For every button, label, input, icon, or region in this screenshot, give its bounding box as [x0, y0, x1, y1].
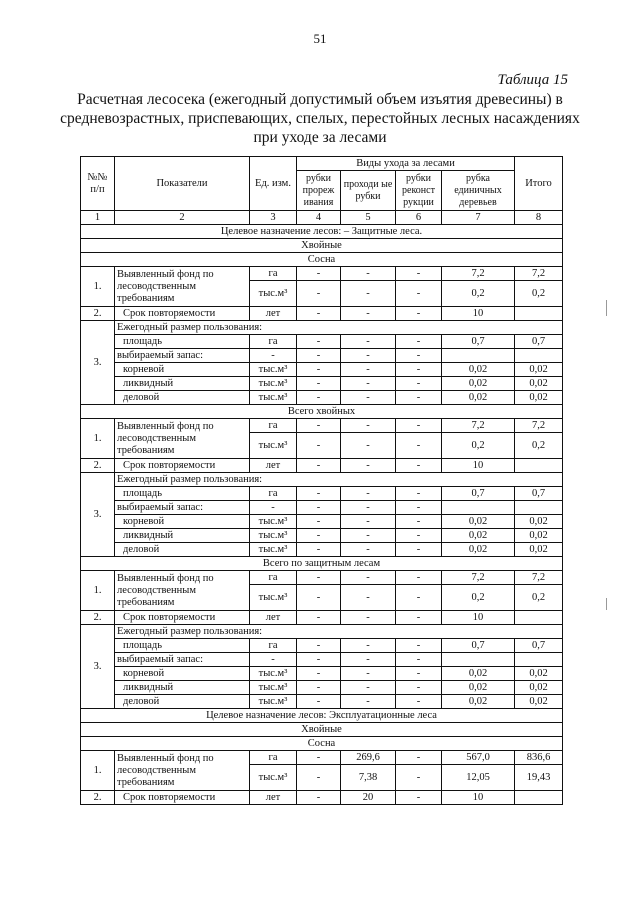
value-cell: - [341, 419, 396, 433]
unit-cell: лет [250, 307, 297, 321]
total-cell [515, 501, 563, 515]
value-cell: - [341, 307, 396, 321]
value-cell: 0,02 [442, 391, 515, 405]
value-cell: 0,02 [442, 363, 515, 377]
value-cell: - [341, 377, 396, 391]
row-number: 2. [81, 307, 115, 321]
unit-cell: - [250, 349, 297, 363]
header-thinning: рубки прореж ивания [297, 171, 341, 211]
section-heading: Целевое назначение лесов: – Защитные леса. [81, 225, 563, 239]
value-cell: - [297, 349, 341, 363]
unit-cell: тыс.м³ [250, 667, 297, 681]
row-number: 2. [81, 791, 115, 805]
header-passage-cutting: проходи ые рубки [341, 171, 396, 211]
value-cell: 10 [442, 791, 515, 805]
value-cell: - [396, 487, 442, 501]
col-number: 6 [396, 211, 442, 225]
value-cell: 10 [442, 307, 515, 321]
value-cell: 20 [341, 791, 396, 805]
value-cell: - [341, 267, 396, 281]
indicator-label: выбираемый запас: [115, 349, 250, 363]
total-cell: 0,02 [515, 377, 563, 391]
value-cell: - [297, 487, 341, 501]
indicator-label: Срок повторяемости [115, 459, 250, 473]
unit-cell: тыс.м³ [250, 363, 297, 377]
value-cell: - [396, 695, 442, 709]
indicator-label: Ежегодный размер пользования: [115, 625, 563, 639]
value-cell: - [341, 695, 396, 709]
value-cell: 7,2 [442, 419, 515, 433]
value-cell: - [297, 501, 341, 515]
total-cell: 0,2 [515, 281, 563, 307]
value-cell: - [396, 377, 442, 391]
table-title: Расчетная лесосека (ежегодный допустимый объем изъятия древесины) в средневозрастных, приспевающих, спелых, перестойных лесных насаждениях при уходе за лесами [60, 91, 580, 146]
header-indicators: Показатели [115, 157, 250, 211]
species-group-heading: Хвойные [81, 239, 563, 253]
unit-cell: тыс.м³ [250, 585, 297, 611]
subtotal-heading: Всего по защитным лесам [81, 557, 563, 571]
unit-cell: га [250, 751, 297, 765]
forest-cut-table [80, 156, 563, 805]
row-number: 2. [81, 611, 115, 625]
value-cell: - [297, 459, 341, 473]
value-cell: - [341, 653, 396, 667]
indicator-label: Выявленный фонд по лесоводственным требованиям [115, 419, 250, 459]
value-cell: 0,02 [442, 543, 515, 557]
value-cell: - [341, 501, 396, 515]
total-cell: 7,2 [515, 571, 563, 585]
value-cell: 269,6 [341, 751, 396, 765]
value-cell: 0,02 [442, 377, 515, 391]
value-cell: - [341, 433, 396, 459]
total-cell: 0,02 [515, 391, 563, 405]
total-cell [515, 611, 563, 625]
unit-cell: лет [250, 611, 297, 625]
row-number: 3. [81, 473, 115, 557]
indicator-label: Срок повторяемости [115, 791, 250, 805]
value-cell: - [341, 529, 396, 543]
value-cell: - [341, 335, 396, 349]
indicator-label: Выявленный фонд по лесоводственным требованиям [115, 267, 250, 307]
value-cell: - [341, 349, 396, 363]
value-cell: 7,2 [442, 267, 515, 281]
value-cell: - [341, 487, 396, 501]
value-cell: - [297, 653, 341, 667]
scan-mark [606, 598, 607, 610]
column-numbers-row [81, 211, 563, 225]
indicator-label: ликвидный [115, 529, 250, 543]
indicator-label: деловой [115, 543, 250, 557]
total-cell: 0,02 [515, 681, 563, 695]
col-number: 8 [515, 211, 563, 225]
total-cell: 0,02 [515, 515, 563, 529]
indicator-label: корневой [115, 667, 250, 681]
header-single-tree: рубка единичных деревьев [442, 171, 515, 211]
unit-cell: тыс.м³ [250, 391, 297, 405]
value-cell: - [341, 363, 396, 377]
unit-cell: лет [250, 459, 297, 473]
indicator-label: деловой [115, 695, 250, 709]
value-cell: 0,7 [442, 487, 515, 501]
value-cell: - [396, 349, 442, 363]
value-cell: 7,38 [341, 765, 396, 791]
unit-cell: тыс.м³ [250, 695, 297, 709]
scan-mark [606, 300, 607, 316]
value-cell: - [297, 791, 341, 805]
table-label: Таблица 15 [497, 72, 568, 88]
indicator-label: площадь [115, 639, 250, 653]
row-number: 1. [81, 267, 115, 307]
value-cell: 7,2 [442, 571, 515, 585]
value-cell: - [396, 501, 442, 515]
total-cell: 0,02 [515, 543, 563, 557]
unit-cell: тыс.м³ [250, 765, 297, 791]
value-cell: - [297, 433, 341, 459]
value-cell: 0,02 [442, 667, 515, 681]
value-cell: - [341, 681, 396, 695]
value-cell: - [396, 459, 442, 473]
unit-cell: тыс.м³ [250, 529, 297, 543]
col-number: 3 [250, 211, 297, 225]
value-cell: - [297, 515, 341, 529]
header-total: Итого [515, 157, 563, 211]
unit-cell: лет [250, 791, 297, 805]
row-number: 3. [81, 625, 115, 709]
value-cell: 567,0 [442, 751, 515, 765]
species-group-heading: Хвойные [81, 723, 563, 737]
total-cell: 0,02 [515, 363, 563, 377]
value-cell: - [396, 267, 442, 281]
unit-cell: га [250, 335, 297, 349]
row-number: 2. [81, 459, 115, 473]
value-cell: - [297, 681, 341, 695]
total-cell: 0,7 [515, 335, 563, 349]
value-cell: - [396, 281, 442, 307]
value-cell: 0,2 [442, 281, 515, 307]
value-cell: - [297, 695, 341, 709]
value-cell: - [396, 765, 442, 791]
value-cell: - [396, 639, 442, 653]
unit-cell: тыс.м³ [250, 543, 297, 557]
col-number: 2 [115, 211, 250, 225]
indicator-label: ликвидный [115, 377, 250, 391]
total-cell [515, 653, 563, 667]
value-cell: - [297, 751, 341, 765]
indicator-label: выбираемый запас: [115, 501, 250, 515]
value-cell: 0,2 [442, 433, 515, 459]
value-cell: 0,02 [442, 681, 515, 695]
indicator-label: деловой [115, 391, 250, 405]
value-cell: - [341, 611, 396, 625]
value-cell: - [396, 653, 442, 667]
indicator-label: корневой [115, 515, 250, 529]
value-cell: - [297, 611, 341, 625]
value-cell: - [396, 571, 442, 585]
value-cell: - [297, 391, 341, 405]
unit-cell: га [250, 639, 297, 653]
header-num: №№ п/п [81, 157, 115, 211]
value-cell: - [297, 267, 341, 281]
unit-cell: га [250, 571, 297, 585]
value-cell: 10 [442, 459, 515, 473]
value-cell [442, 349, 515, 363]
indicator-label: Выявленный фонд по лесоводственным требованиям [115, 751, 250, 791]
value-cell: - [396, 529, 442, 543]
value-cell [442, 501, 515, 515]
value-cell [442, 653, 515, 667]
header-unit: Ед. изм. [250, 157, 297, 211]
indicator-label: Выявленный фонд по лесоводственным требованиям [115, 571, 250, 611]
indicator-label: Срок повторяемости [115, 611, 250, 625]
total-cell: 7,2 [515, 267, 563, 281]
unit-cell: тыс.м³ [250, 377, 297, 391]
col-number: 5 [341, 211, 396, 225]
value-cell: - [396, 419, 442, 433]
total-cell: 0,7 [515, 487, 563, 501]
value-cell: - [297, 571, 341, 585]
value-cell: - [396, 681, 442, 695]
page-number: 51 [313, 31, 327, 46]
value-cell: - [297, 281, 341, 307]
species-heading: Сосна [81, 253, 563, 267]
value-cell: - [396, 363, 442, 377]
total-cell: 0,02 [515, 667, 563, 681]
col-number: 4 [297, 211, 341, 225]
value-cell: - [297, 419, 341, 433]
value-cell: 0,7 [442, 639, 515, 653]
total-cell: 0,2 [515, 585, 563, 611]
value-cell: - [341, 639, 396, 653]
col-number: 1 [81, 211, 115, 225]
indicator-label: ликвидный [115, 681, 250, 695]
indicator-label: корневой [115, 363, 250, 377]
row-number: 3. [81, 321, 115, 405]
indicator-label: Ежегодный размер пользования: [115, 321, 563, 335]
value-cell: - [396, 791, 442, 805]
value-cell: - [297, 765, 341, 791]
indicator-label: площадь [115, 487, 250, 501]
value-cell: - [297, 543, 341, 557]
total-cell [515, 307, 563, 321]
value-cell: - [341, 667, 396, 681]
value-cell: - [396, 611, 442, 625]
section-heading: Целевое назначение лесов: Эксплуатационные леса [81, 709, 563, 723]
total-cell [515, 791, 563, 805]
value-cell: 0,02 [442, 529, 515, 543]
value-cell: 12,05 [442, 765, 515, 791]
value-cell: 0,02 [442, 695, 515, 709]
value-cell: - [297, 639, 341, 653]
value-cell: - [297, 363, 341, 377]
value-cell: - [297, 529, 341, 543]
species-heading: Сосна [81, 737, 563, 751]
unit-cell: - [250, 501, 297, 515]
value-cell: - [341, 585, 396, 611]
indicator-label: выбираемый запас: [115, 653, 250, 667]
value-cell: - [341, 281, 396, 307]
header-care-types: Виды ухода за лесами [297, 157, 515, 171]
value-cell: - [341, 515, 396, 529]
value-cell: - [396, 515, 442, 529]
unit-cell: тыс.м³ [250, 681, 297, 695]
total-cell: 0,7 [515, 639, 563, 653]
total-cell [515, 459, 563, 473]
value-cell: - [341, 459, 396, 473]
total-cell: 19,43 [515, 765, 563, 791]
value-cell: - [396, 335, 442, 349]
total-cell: 0,02 [515, 529, 563, 543]
unit-cell: тыс.м³ [250, 281, 297, 307]
unit-cell: га [250, 419, 297, 433]
total-cell: 0,02 [515, 695, 563, 709]
subtotal-heading: Всего хвойных [81, 405, 563, 419]
row-number: 1. [81, 419, 115, 459]
value-cell: - [341, 571, 396, 585]
unit-cell: га [250, 267, 297, 281]
value-cell: - [297, 377, 341, 391]
value-cell: 0,2 [442, 585, 515, 611]
value-cell: - [396, 307, 442, 321]
value-cell: - [297, 307, 341, 321]
value-cell: - [341, 391, 396, 405]
unit-cell: - [250, 653, 297, 667]
unit-cell: тыс.м³ [250, 515, 297, 529]
unit-cell: тыс.м³ [250, 433, 297, 459]
value-cell: 0,7 [442, 335, 515, 349]
row-number: 1. [81, 751, 115, 791]
value-cell: - [396, 585, 442, 611]
header-reconstruction: рубки реконст рукции [396, 171, 442, 211]
unit-cell: га [250, 487, 297, 501]
indicator-label: Срок повторяемости [115, 307, 250, 321]
value-cell: 10 [442, 611, 515, 625]
indicator-label: Ежегодный размер пользования: [115, 473, 563, 487]
value-cell: - [297, 585, 341, 611]
row-number: 1. [81, 571, 115, 611]
col-number: 7 [442, 211, 515, 225]
value-cell: - [341, 543, 396, 557]
indicator-label: площадь [115, 335, 250, 349]
value-cell: - [396, 433, 442, 459]
total-cell [515, 349, 563, 363]
total-cell: 7,2 [515, 419, 563, 433]
value-cell: 0,02 [442, 515, 515, 529]
value-cell: - [396, 667, 442, 681]
value-cell: - [396, 543, 442, 557]
value-cell: - [297, 667, 341, 681]
total-cell: 0,2 [515, 433, 563, 459]
value-cell: - [297, 335, 341, 349]
value-cell: - [396, 751, 442, 765]
value-cell: - [396, 391, 442, 405]
total-cell: 836,6 [515, 751, 563, 765]
